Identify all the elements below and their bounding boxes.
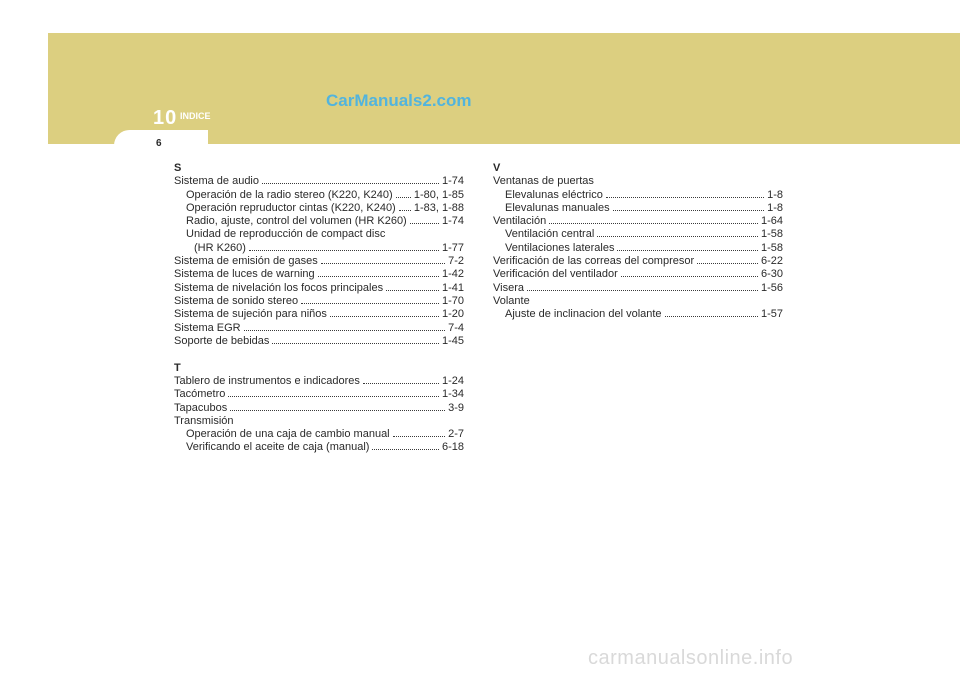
leader-dots — [386, 282, 439, 291]
entry-page-ref: 1-58 — [760, 241, 783, 254]
leader-dots — [613, 202, 765, 211]
leader-dots — [330, 308, 439, 317]
index-entry — [174, 295, 464, 308]
entry-label: Soporte de bebidas — [174, 334, 270, 347]
entry-label: Verificación de las correas del compresor — [493, 255, 695, 268]
chapter-number: 10 — [153, 107, 178, 129]
leader-dots — [665, 308, 758, 317]
entry-page-ref: 1-41 — [441, 281, 464, 294]
index-subheading: Unidad de reproducción de compact disc — [186, 228, 386, 241]
index-entry — [174, 255, 464, 268]
entry-label: Sistema EGR — [174, 321, 241, 334]
index-entry — [174, 441, 464, 454]
index-subheading: Volante — [493, 294, 530, 307]
entry-page-ref: 1-20 — [441, 308, 464, 321]
leader-dots — [617, 242, 758, 251]
section-letter-v: V — [493, 162, 501, 174]
entry-label: Ventilaciones laterales — [505, 241, 615, 254]
entry-page-ref: 6-22 — [760, 255, 783, 268]
section-letter-s: S — [174, 162, 182, 174]
entry-page-ref: 6-30 — [760, 268, 783, 281]
leader-dots — [262, 175, 439, 184]
leader-dots — [697, 255, 758, 264]
entry-page-ref: 1-70 — [441, 294, 464, 307]
leader-dots — [399, 202, 411, 211]
entry-page-ref: 1-24 — [441, 374, 464, 387]
chapter-title: INDICE — [180, 111, 211, 121]
entry-label: Sistema de luces de warning — [174, 268, 315, 281]
index-entry — [174, 388, 464, 401]
entry-label: Ventilación — [493, 215, 547, 228]
entry-label: Operación de la radio stereo (K220, K240) — [186, 188, 393, 201]
entry-page-ref: 1-8 — [767, 201, 783, 214]
index-entry — [493, 308, 783, 321]
index-column-left — [174, 162, 464, 455]
index-subheading: Ventanas de puertas — [493, 175, 594, 188]
entry-label: Sistema de audio — [174, 175, 259, 188]
entry-label: Visera — [493, 281, 524, 294]
entry-label: Ventilación central — [505, 228, 595, 241]
index-entry — [174, 189, 464, 202]
leader-dots — [393, 428, 445, 437]
entry-page-ref: 1-58 — [760, 228, 783, 241]
entry-page-ref: 1-83, 1-88 — [413, 201, 464, 214]
entry-page-ref: 1-42 — [441, 268, 464, 281]
entry-label: Operación de una caja de cambio manual — [186, 428, 390, 441]
index-entry — [174, 215, 464, 228]
index-entry — [493, 202, 783, 215]
index-entry — [174, 375, 464, 388]
watermark-footer: carmanualsonline.info — [588, 647, 794, 669]
index-entry — [174, 402, 464, 415]
index-entry — [174, 282, 464, 295]
index-entry — [174, 268, 464, 281]
index-entry — [174, 322, 464, 335]
entry-label: Ajuste de inclinacion del volante — [505, 308, 662, 321]
entry-label: Tapacubos — [174, 401, 228, 414]
index-entry — [493, 255, 783, 268]
index-entry — [174, 202, 464, 215]
leader-dots — [321, 255, 445, 264]
entry-page-ref: 6-18 — [441, 441, 464, 454]
entry-label: Tacómetro — [174, 388, 226, 401]
leader-dots — [372, 441, 439, 450]
leader-dots — [410, 215, 439, 224]
entry-label: Verificando el aceite de caja (manual) — [186, 441, 370, 454]
entry-page-ref: 7-2 — [448, 255, 464, 268]
header-band — [48, 33, 960, 144]
section-letter-t: T — [174, 361, 181, 374]
leader-dots — [549, 215, 758, 224]
page-number: 6 — [156, 138, 162, 149]
leader-dots — [249, 242, 439, 251]
index-entry — [174, 308, 464, 321]
leader-dots — [621, 268, 758, 277]
index-entry — [493, 189, 783, 202]
index-entry — [493, 242, 783, 255]
entry-label: Operación repruductor cintas (K220, K240) — [186, 201, 396, 214]
entry-page-ref: 1-74 — [441, 215, 464, 228]
entry-label: Sistema de emisión de gases — [174, 255, 318, 268]
index-subheading: Transmisión — [174, 414, 234, 427]
index-entry — [493, 228, 783, 241]
entry-label: Elevalunas manuales — [505, 201, 610, 214]
entry-page-ref: 1-57 — [760, 308, 783, 321]
leader-dots — [244, 322, 445, 331]
entry-page-ref: 1-45 — [441, 334, 464, 347]
leader-dots — [272, 335, 439, 344]
section-gap — [174, 348, 464, 362]
leader-dots — [527, 282, 758, 291]
leader-dots — [597, 228, 758, 237]
entry-page-ref: 1-8 — [767, 188, 783, 201]
leader-dots — [363, 375, 439, 384]
leader-dots — [228, 388, 439, 397]
index-entry — [493, 282, 783, 295]
index-entry — [174, 175, 464, 188]
entry-label: Elevalunas eléctrico — [505, 188, 603, 201]
leader-dots — [396, 189, 411, 198]
entry-page-ref: 1-64 — [760, 215, 783, 228]
entry-label: Radio, ajuste, control del volumen (HR K260) — [186, 215, 407, 228]
entry-label: Sistema de sonido stereo — [174, 294, 299, 307]
leader-dots — [606, 189, 764, 198]
entry-label: (HR K260) — [194, 241, 246, 254]
entry-page-ref: 1-80, 1-85 — [413, 188, 464, 201]
leader-dots — [318, 268, 439, 277]
entry-page-ref: 1-77 — [441, 241, 464, 254]
entry-page-ref: 2-7 — [448, 428, 464, 441]
leader-dots — [301, 295, 439, 304]
index-entry — [493, 215, 783, 228]
index-column-right — [493, 162, 783, 322]
entry-page-ref: 1-34 — [441, 388, 464, 401]
entry-page-ref: 1-56 — [760, 281, 783, 294]
watermark-link[interactable]: CarManuals2.com — [326, 91, 472, 110]
index-entry — [174, 428, 464, 441]
entry-label: Verificación del ventilador — [493, 268, 618, 281]
entry-page-ref: 7-4 — [448, 321, 464, 334]
index-entry — [493, 268, 783, 281]
entry-label: Tablero de instrumentos e indicadores — [174, 374, 360, 387]
index-entry — [174, 335, 464, 348]
leader-dots — [230, 402, 445, 411]
entry-label: Sistema de sujeción para niños — [174, 308, 327, 321]
index-entry — [174, 242, 464, 255]
entry-page-ref: 1-74 — [441, 175, 464, 188]
entry-label: Sistema de nivelación los focos principales — [174, 281, 384, 294]
entry-page-ref: 3-9 — [448, 401, 464, 414]
